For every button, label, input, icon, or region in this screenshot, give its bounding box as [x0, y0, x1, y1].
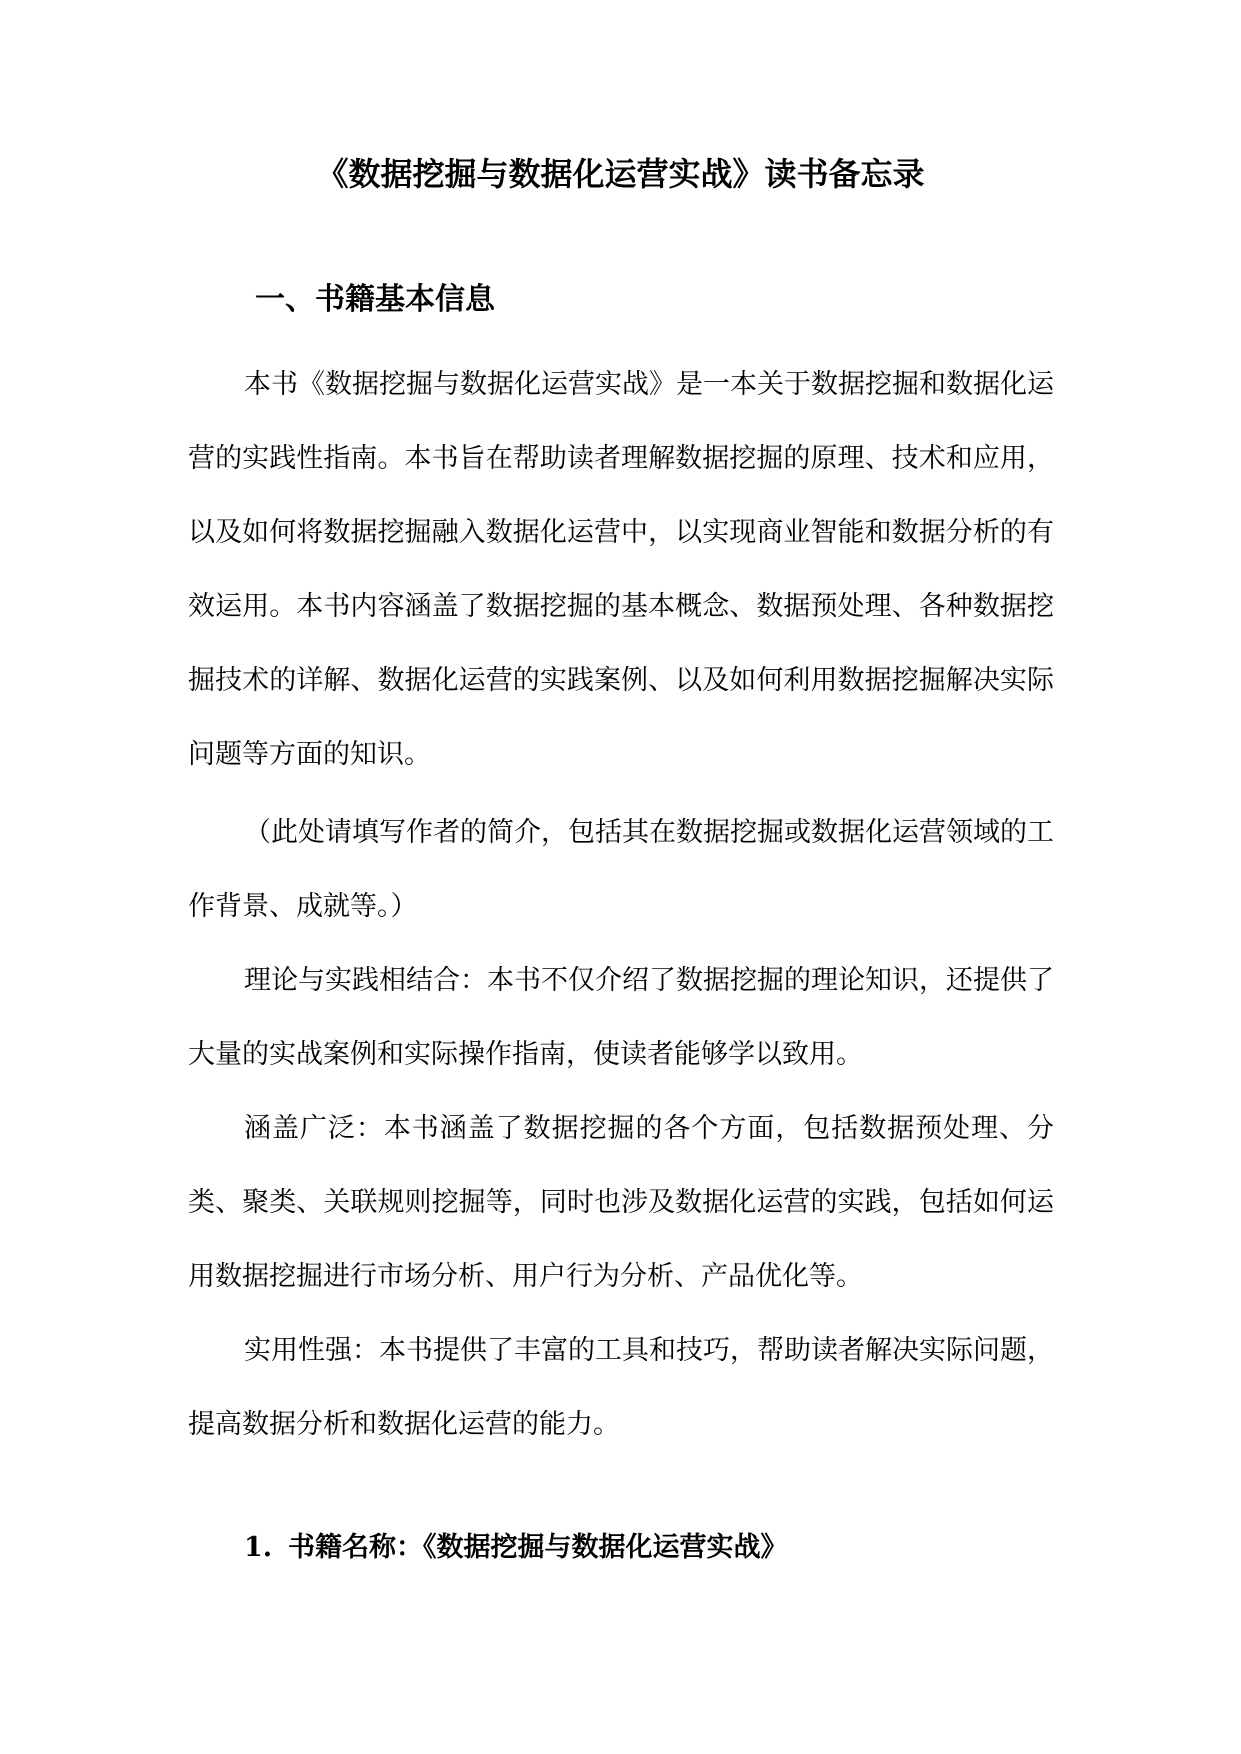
- list-item-number: 1.: [244, 1532, 273, 1563]
- section-heading-basic-info: 一、书籍基本信息: [255, 282, 495, 317]
- paragraph-theory-practice: [188, 944, 1054, 1092]
- paragraph-text: 理论与实践相结合：本书不仅介绍了数据挖掘的理论知识，还提供了大量的实战案例和实际操作指南，使读者能够学以致用。: [188, 965, 1054, 1070]
- paragraph-book-overview: [188, 348, 1054, 792]
- paragraph-text: （此处请填写作者的简介，包括其在数据挖掘或数据化运营领域的工作背景、成就等。）: [188, 817, 1054, 922]
- paragraph-author-placeholder: [188, 796, 1054, 944]
- paragraph-text: 本书《数据挖掘与数据化运营实战》是一本关于数据挖掘和数据化运营的实践性指南。本书旨在帮助读者理解数据挖掘的原理、技术和应用，以及如何将数据挖掘融入数据化运营中，以实现商业智能和数据分析的有效运用。本书内容涵盖了数据挖掘的基本概念、数据预处理、各种数据挖掘技术的详解、数据化运营的实践案例、以及如何利用数据挖掘解决实际问题等方面的知识。: [188, 369, 1054, 770]
- paragraph-text: 实用性强：本书提供了丰富的工具和技巧，帮助读者解决实际问题，提高数据分析和数据化运营的能力。: [188, 1335, 1054, 1440]
- document-title: 《数据挖掘与数据化运营实战》读书备忘录: [316, 155, 925, 193]
- paragraph-text: 涵盖广泛：本书涵盖了数据挖掘的各个方面，包括数据预处理、分类、聚类、关联规则挖掘等，同时也涉及数据化运营的实践，包括如何运用数据挖掘进行市场分析、用户行为分析、产品优化等。: [188, 1113, 1054, 1292]
- list-item-text: 书籍名称：《数据挖掘与数据化运营实战》: [288, 1532, 788, 1563]
- paragraph-practicality: [188, 1314, 1054, 1462]
- list-item-book-name: [244, 1526, 788, 1570]
- paragraph-broad-coverage: [188, 1092, 1054, 1314]
